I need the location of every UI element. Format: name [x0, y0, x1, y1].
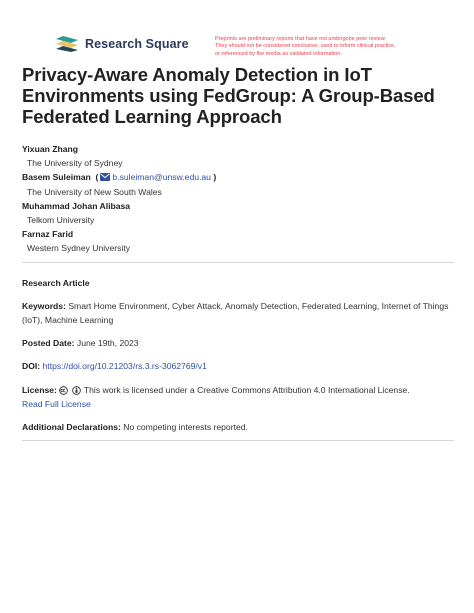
- logo-text: Research Square: [85, 37, 189, 51]
- keywords-value: Smart Home Environment, Cyber Attack, Anomaly Detection, Federated Learning, Internet of Things (IoT), Machine Learning: [22, 301, 449, 325]
- license-label: License:: [22, 385, 57, 395]
- author-entry: [22, 170, 462, 198]
- research-square-logo-icon: [56, 36, 78, 52]
- author-entry: [22, 199, 462, 227]
- author-entry: [22, 227, 462, 255]
- author-affiliation: The University of Sydney: [27, 158, 123, 169]
- author-affiliation: Western Sydney University: [27, 243, 131, 254]
- research-square-logo[interactable]: [56, 36, 189, 52]
- notice-line: They should not be considered conclusive, used to inform clinical practice,: [215, 43, 396, 50]
- license-text: This work is licensed under a Creative Commons Attribution 4.0 International License.: [83, 385, 410, 395]
- declarations-section: [22, 421, 454, 435]
- author-name: Basem Suleiman: [22, 172, 91, 183]
- doi-link[interactable]: https://doi.org/10.21203/rs.3.rs-3062769/v1: [42, 361, 207, 371]
- title-line: Federated Learning Approach: [22, 106, 282, 128]
- posted-date-section: [22, 337, 454, 351]
- declarations-label: Additional Declarations:: [22, 422, 121, 432]
- divider: [22, 262, 454, 263]
- doi-label: DOI:: [22, 361, 41, 371]
- paren-close: ): [210, 172, 217, 183]
- author-name: Farnaz Farid: [22, 229, 74, 240]
- article-type-label: Research Article: [22, 278, 90, 288]
- preprint-notice: [215, 36, 455, 58]
- envelope-icon: [100, 173, 110, 181]
- article-type: [22, 277, 454, 291]
- paper-title: [22, 64, 462, 127]
- author-name: Muhammad Johan Alibasa: [22, 200, 131, 211]
- paren-open: (: [93, 172, 99, 183]
- title-line: Environments using FedGroup: A Group-Based: [22, 85, 435, 107]
- notice-line: or referenced by the media as validated information.: [215, 50, 342, 57]
- author-name: Yixuan Zhang: [22, 144, 79, 154]
- author-affiliation: The University of New South Wales: [27, 186, 162, 197]
- doi-section: [22, 360, 454, 374]
- declarations-value: No competing interests reported.: [123, 422, 248, 432]
- author-entry: [22, 142, 462, 170]
- author-affiliation: Telkom University: [27, 214, 95, 225]
- title-line: Privacy-Aware Anomaly Detection in IoT: [22, 64, 372, 85]
- read-full-license-link[interactable]: Read Full License: [22, 398, 91, 409]
- author-email-link[interactable]: b.suleiman@unsw.edu.au: [112, 172, 211, 183]
- author-list: [22, 142, 462, 256]
- author-name-row: [22, 170, 462, 184]
- posted-date-value: June 19th, 2023: [76, 338, 139, 348]
- posted-date-label: Posted Date:: [22, 338, 75, 348]
- keywords-label: Keywords:: [22, 301, 66, 311]
- attribution-icon: [72, 386, 81, 395]
- license-section: [22, 384, 454, 411]
- notice-line: Preprints are preliminary reports that have not undergone peer review.: [215, 36, 386, 42]
- keywords-section: [22, 300, 454, 327]
- divider: [22, 440, 454, 441]
- page-header: [0, 0, 474, 60]
- creative-commons-icon: [59, 386, 68, 395]
